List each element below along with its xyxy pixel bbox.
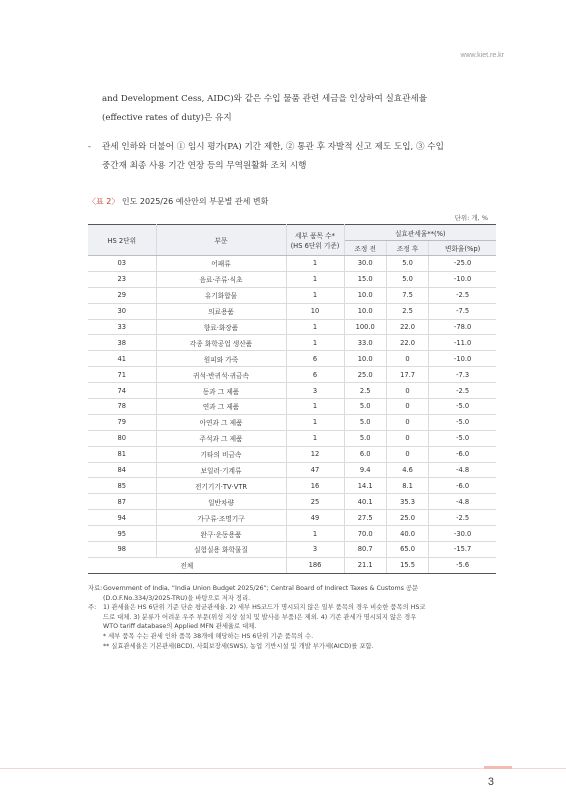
- cell-rate-after: 5.0: [386, 256, 428, 272]
- cell-item-count: 47: [286, 462, 344, 478]
- cell-rate-before: 15.0: [344, 271, 386, 287]
- header-count-line: 세부 품목 수*: [295, 232, 335, 240]
- cell-rate-before: 2.5: [344, 383, 386, 399]
- cell-item-count: 1: [286, 430, 344, 446]
- table-number: 〈표 2〉: [88, 197, 120, 206]
- cell-item-count: 6: [286, 351, 344, 367]
- paragraph-line: and Development Cess, AIDC)와 같은 수입 물품 관련 세금을 인상하여 실효관세율: [102, 94, 428, 104]
- cell-rate-change: -25.0: [429, 256, 496, 272]
- cell-item-count: 1: [286, 287, 344, 303]
- cell-rate-after: 5.0: [386, 271, 428, 287]
- cell-hs-code: 29: [88, 287, 156, 303]
- paragraph-line: [88, 138, 512, 157]
- paragraph-line: 중간재 최종 사용 기간 연장 등의 무역원활화 조치 시행: [102, 161, 307, 171]
- cell-sector: 주석과 그 제품: [156, 430, 286, 446]
- site-url: www.kiet.re.kr: [460, 52, 504, 59]
- note-line: Government of India, “India Union Budget 2025/26”; Central Board of Indirect Taxes & Customs 공문: [103, 585, 419, 592]
- cell-rate-after: 35.3: [386, 494, 428, 510]
- cell-rate-before: 70.0: [344, 526, 386, 542]
- table-row: [88, 430, 496, 446]
- total-change: -5.6: [429, 557, 496, 573]
- cell-rate-after: 4.6: [386, 462, 428, 478]
- table-body: [88, 256, 496, 574]
- table-row: [88, 287, 496, 303]
- cell-sector: 보일러·기계류: [156, 462, 286, 478]
- cell-item-count: 3: [286, 542, 344, 558]
- table-notes: [88, 584, 508, 651]
- table-row: [88, 271, 496, 287]
- cell-sector: 전기기기·TV·VTR: [156, 478, 286, 494]
- note-line: 1) 관세율은 HS 6단위 기준 단순 평균관세율. 2) 세부 HS코드가 명시되지 않은 일부 품목의 경우 비슷한 품목의 HS코: [103, 604, 426, 612]
- cell-hs-code: 95: [88, 526, 156, 542]
- footer-accent: [484, 766, 512, 769]
- cell-rate-change: -2.5: [429, 510, 496, 526]
- table-row: [88, 351, 496, 367]
- cell-rate-change: -11.0: [429, 335, 496, 351]
- source-note: [88, 584, 508, 603]
- cell-item-count: 1: [286, 256, 344, 272]
- cell-sector: 어패류: [156, 256, 286, 272]
- table-row: [88, 319, 496, 335]
- source-text: [103, 584, 508, 603]
- cell-item-count: 1: [286, 399, 344, 415]
- cell-sector: 유기화합물: [156, 287, 286, 303]
- cell-item-count: 1: [286, 319, 344, 335]
- cell-item-count: 16: [286, 478, 344, 494]
- cell-rate-before: 10.0: [344, 303, 386, 319]
- cell-hs-code: 80: [88, 430, 156, 446]
- table-row: [88, 462, 496, 478]
- page-number: 3: [487, 776, 494, 788]
- note-text: [103, 603, 508, 651]
- cell-item-count: 3: [286, 383, 344, 399]
- table-row: [88, 494, 496, 510]
- total-label: 전체: [88, 557, 286, 573]
- bullet-paragraph: [88, 138, 512, 176]
- cell-sector: 귀석·반귀석·귀금속: [156, 367, 286, 383]
- cell-rate-after: 7.5: [386, 287, 428, 303]
- cell-rate-before: 14.1: [344, 478, 386, 494]
- note-line: (D.O.F.No.334/3/2025-TRU)을 바탕으로 저자 정리.: [103, 594, 251, 602]
- cell-rate-before: 25.0: [344, 367, 386, 383]
- cell-rate-after: 0: [386, 446, 428, 462]
- note-label: 주:: [88, 604, 97, 612]
- cell-rate-before: 5.0: [344, 399, 386, 415]
- cell-item-count: 1: [286, 414, 344, 430]
- table-row: [88, 256, 496, 272]
- cell-hs-code: 85: [88, 478, 156, 494]
- cell-rate-after: 0: [386, 414, 428, 430]
- cell-item-count: 12: [286, 446, 344, 462]
- cell-rate-change: -2.5: [429, 383, 496, 399]
- cell-sector: 완구·운동용품: [156, 526, 286, 542]
- cell-hs-code: 03: [88, 256, 156, 272]
- table-row: [88, 526, 496, 542]
- cell-hs-code: 71: [88, 367, 156, 383]
- cell-rate-before: 100.0: [344, 319, 386, 335]
- table-caption: [88, 196, 268, 207]
- cell-item-count: 1: [286, 271, 344, 287]
- cell-rate-after: 22.0: [386, 335, 428, 351]
- cell-hs-code: 87: [88, 494, 156, 510]
- cell-rate-change: -15.7: [429, 542, 496, 558]
- note-line: ** 실효관세율은 기본관세(BCD), 사회보장세(SWS), 농업 기반시설 및 개발 부가세(AICD)를 포함.: [103, 642, 374, 650]
- cell-rate-after: 22.0: [386, 319, 428, 335]
- cell-rate-after: 0: [386, 383, 428, 399]
- cell-rate-after: 0: [386, 351, 428, 367]
- cell-sector: 향료·화장품: [156, 319, 286, 335]
- cell-hs-code: 98: [88, 542, 156, 558]
- note-line: * 세부 품목 수는 관세 인하 품목 38개에 해당하는 HS 6단위 기준 품목의 수.: [103, 632, 314, 640]
- cell-sector: 실험실용 화학물질: [156, 542, 286, 558]
- table-row: [88, 542, 496, 558]
- header-effective-rate: 실효관세율**(%): [344, 225, 496, 241]
- cell-rate-change: -30.0: [429, 526, 496, 542]
- paragraph-line: (effective rates of duty)은 유지: [102, 113, 232, 123]
- table-unit: 단위: 개, %: [454, 214, 488, 222]
- cell-item-count: 25: [286, 494, 344, 510]
- cell-rate-change: -78.0: [429, 319, 496, 335]
- cell-hs-code: 38: [88, 335, 156, 351]
- cell-item-count: 49: [286, 510, 344, 526]
- table-row: [88, 478, 496, 494]
- cell-rate-before: 5.0: [344, 414, 386, 430]
- cell-sector: 일반차량: [156, 494, 286, 510]
- cell-sector: 아연과 그 제품: [156, 414, 286, 430]
- table-row: [88, 335, 496, 351]
- cell-rate-change: -7.5: [429, 303, 496, 319]
- cell-rate-before: 9.4: [344, 462, 386, 478]
- header-count: [286, 225, 344, 256]
- header-change: 변화율(%p): [429, 241, 496, 256]
- cell-hs-code: 33: [88, 319, 156, 335]
- cell-hs-code: 84: [88, 462, 156, 478]
- cell-sector: 원피와 가죽: [156, 351, 286, 367]
- cell-rate-change: -10.0: [429, 351, 496, 367]
- cell-rate-after: 2.5: [386, 303, 428, 319]
- total-after: 15.5: [386, 557, 428, 573]
- bullet-text: 관세 인하와 더불어 ① 임시 평가(PA) 기간 제한, ② 통관 후 자발적 신고 제도 도입, ③ 수입: [102, 142, 444, 152]
- cell-rate-before: 30.0: [344, 256, 386, 272]
- cell-rate-change: -7.3: [429, 367, 496, 383]
- table-row: [88, 303, 496, 319]
- total-count: 186: [286, 557, 344, 573]
- cell-hs-code: 94: [88, 510, 156, 526]
- cell-hs-code: 30: [88, 303, 156, 319]
- header-after: 조정 후: [386, 241, 428, 256]
- table-title: 인도 2025/26 예산안의 부문별 관세 변화: [121, 197, 269, 206]
- cell-rate-after: 65.0: [386, 542, 428, 558]
- cell-rate-change: -4.8: [429, 494, 496, 510]
- cell-item-count: 1: [286, 335, 344, 351]
- cell-rate-before: 6.0: [344, 446, 386, 462]
- table-row: [88, 414, 496, 430]
- cell-rate-before: 10.0: [344, 287, 386, 303]
- cell-sector: 동과 그 제품: [156, 383, 286, 399]
- cell-rate-after: 0: [386, 430, 428, 446]
- cell-sector: 음료·주류·식초: [156, 271, 286, 287]
- cell-item-count: 1: [286, 526, 344, 542]
- cell-rate-after: 17.7: [386, 367, 428, 383]
- cell-hs-code: 81: [88, 446, 156, 462]
- table-row: [88, 446, 496, 462]
- note-line: 드로 대체. 3) 분류가 어려운 우주 부문(위성 지상 설치 및 발사용 부품)은 제외. 4) 기존 관세가 명시되지 않은 경우: [103, 613, 417, 621]
- note-line: WTO tariff database의 Applied MFN 관세율로 대체.: [103, 623, 257, 631]
- cell-sector: 기타의 비금속: [156, 446, 286, 462]
- table-total-row: [88, 557, 496, 573]
- body-paragraph: [102, 90, 512, 128]
- cell-sector: 각종 화학공업 생산품: [156, 335, 286, 351]
- cell-hs-code: 41: [88, 351, 156, 367]
- cell-rate-after: 25.0: [386, 510, 428, 526]
- cell-rate-after: 0: [386, 399, 428, 415]
- cell-rate-change: -10.0: [429, 271, 496, 287]
- cell-rate-change: -2.5: [429, 287, 496, 303]
- cell-rate-before: 10.0: [344, 351, 386, 367]
- table-row: [88, 510, 496, 526]
- tariff-table: [88, 224, 496, 574]
- footer-divider: [0, 768, 566, 769]
- cell-hs-code: 74: [88, 383, 156, 399]
- cell-sector: 의료용품: [156, 303, 286, 319]
- header-sector: 부문: [156, 225, 286, 256]
- table-row: [88, 383, 496, 399]
- cell-rate-after: 8.1: [386, 478, 428, 494]
- cell-rate-before: 27.5: [344, 510, 386, 526]
- footnote: [88, 603, 508, 651]
- cell-rate-change: -6.0: [429, 478, 496, 494]
- cell-item-count: 6: [286, 367, 344, 383]
- total-before: 21.1: [344, 557, 386, 573]
- header-before: 조정 전: [344, 241, 386, 256]
- cell-hs-code: 78: [88, 399, 156, 415]
- table-row: [88, 367, 496, 383]
- table-row: [88, 399, 496, 415]
- cell-item-count: 10: [286, 303, 344, 319]
- cell-rate-change: -5.0: [429, 430, 496, 446]
- source-label: 자료:: [88, 585, 103, 592]
- cell-rate-change: -5.0: [429, 399, 496, 415]
- cell-rate-before: 40.1: [344, 494, 386, 510]
- cell-sector: 연과 그 제품: [156, 399, 286, 415]
- dash-bullet: -: [88, 142, 91, 152]
- cell-rate-before: 5.0: [344, 430, 386, 446]
- cell-rate-before: 33.0: [344, 335, 386, 351]
- header-hs: HS 2단위: [88, 225, 156, 256]
- cell-rate-after: 40.0: [386, 526, 428, 542]
- cell-sector: 가구류·조명기구: [156, 510, 286, 526]
- cell-rate-before: 80.7: [344, 542, 386, 558]
- cell-rate-change: -4.8: [429, 462, 496, 478]
- cell-hs-code: 79: [88, 414, 156, 430]
- cell-rate-change: -5.0: [429, 414, 496, 430]
- cell-hs-code: 23: [88, 271, 156, 287]
- cell-rate-change: -6.0: [429, 446, 496, 462]
- header-count-line: (HS 6단위 기준): [290, 242, 340, 250]
